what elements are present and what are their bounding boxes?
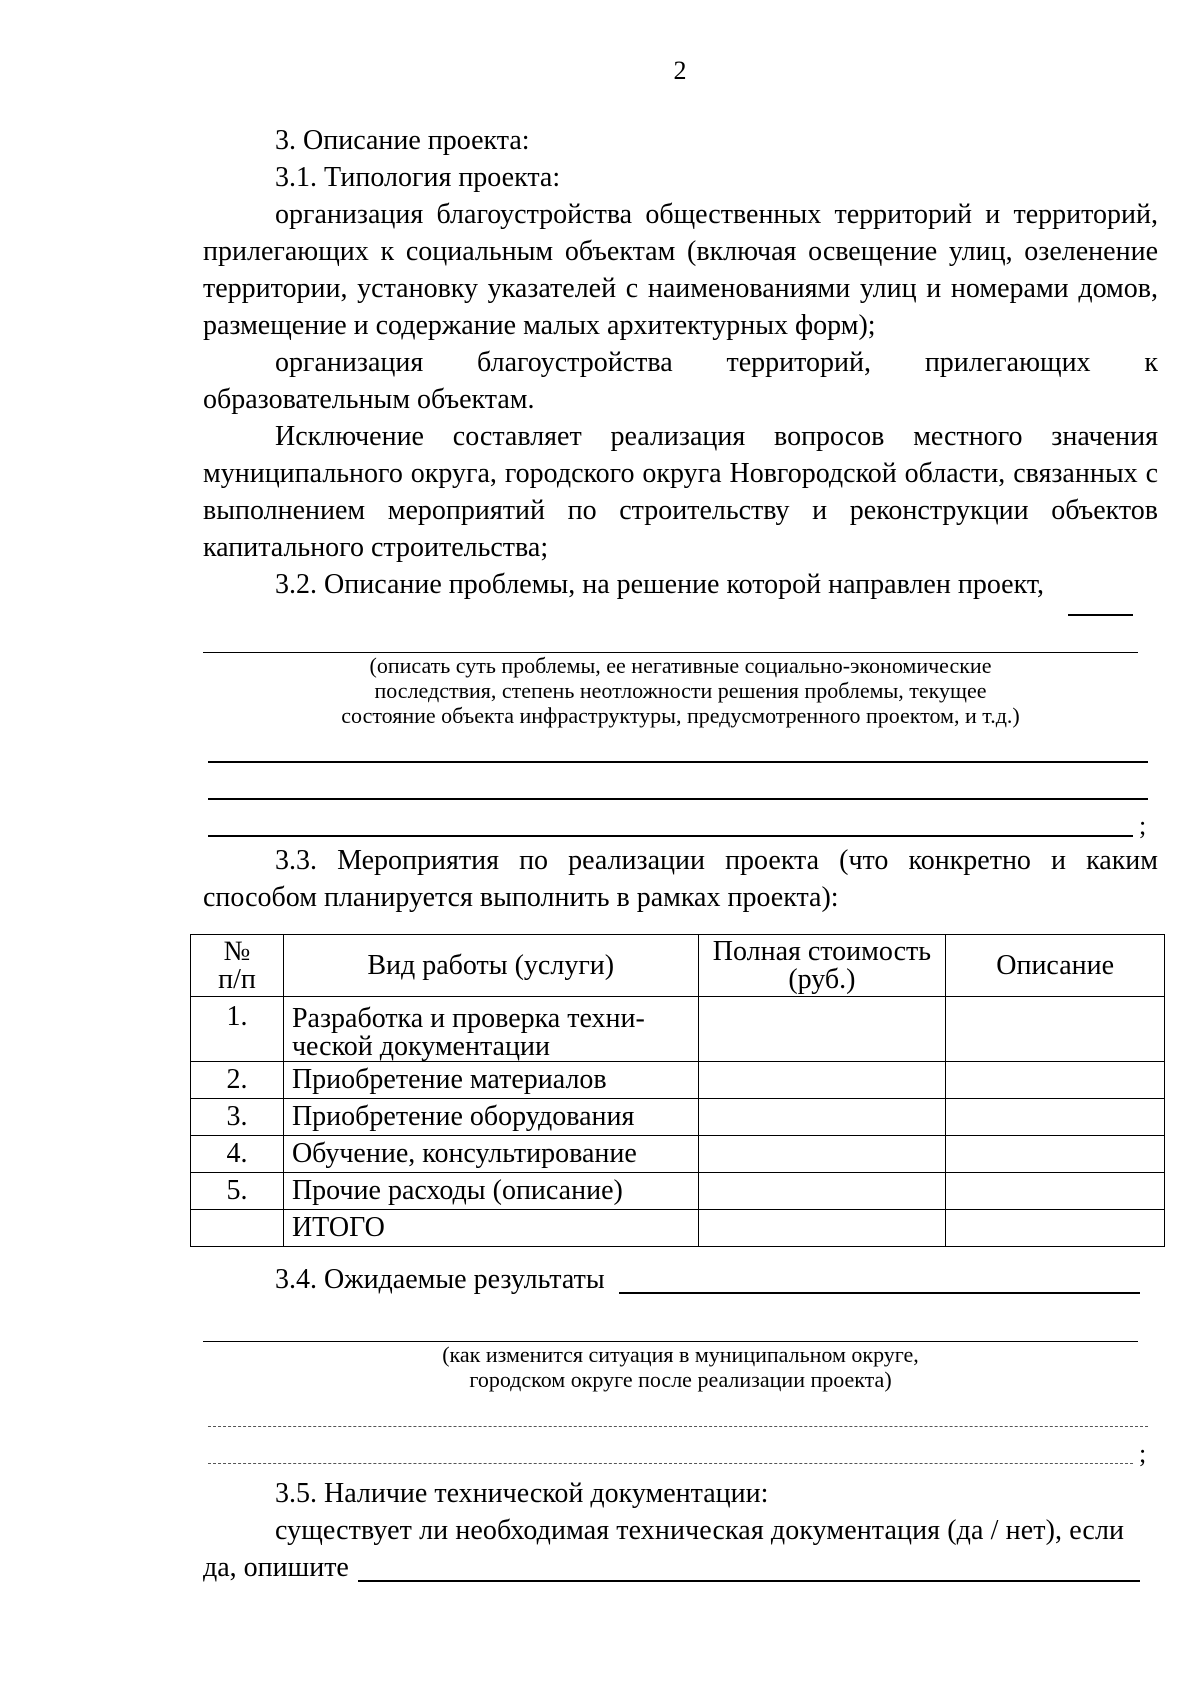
section-3-5-title: 3.5. Наличие технической документации: [275, 1478, 769, 1509]
row-number: 2. [191, 1062, 284, 1099]
row-cost-cell[interactable] [698, 1062, 946, 1099]
header-description: Описание [946, 935, 1165, 997]
row-work [283, 997, 698, 1062]
section-3-title: 3. Описание проекта: [275, 125, 530, 156]
section-3-4-title: 3.4. Ожидаемые результаты [275, 1264, 605, 1295]
table-row [191, 1136, 1165, 1173]
table-row [191, 997, 1165, 1062]
results-hint-line-2: городском округе после реализации проекта) [469, 1367, 892, 1392]
table-row [191, 1173, 1165, 1210]
total-cost-cell[interactable] [698, 1210, 946, 1247]
problem-hint-line-3: состояние объекта инфраструктуры, предусмотренного проектом, и т.д.) [341, 703, 1020, 728]
section-3-5-text-line-1: существует ли необходимая техническая документация (да / нет), если [275, 1515, 1125, 1546]
problem-fill-line-1[interactable] [208, 761, 1148, 763]
row-description-cell[interactable] [946, 1099, 1165, 1136]
typology-paragraph-2: организация благоустройства территорий, прилегающих к образовательным объектам. [203, 347, 1158, 415]
tech-docs-fill-line[interactable] [358, 1580, 1140, 1582]
results-semicolon: ; [1139, 1439, 1147, 1468]
row-cost-cell[interactable] [698, 997, 946, 1062]
table-row [191, 1099, 1165, 1136]
header-cost [698, 935, 946, 997]
header-work: Вид работы (услуги) [283, 935, 698, 997]
problem-fill-line-3[interactable] [208, 835, 1133, 837]
header-number-line-2: п/п [218, 963, 256, 995]
typology-paragraph-1: организация благоустройства общественных территорий и территорий, прилегающих к социальным объектам (включая освещение улиц, озеленение территории, установку указателей с наименованиями улиц и номерами домов, размещение и содержание малых архитектурных форм); [203, 199, 1158, 341]
header-cost-line-1: Полная стоимость [712, 935, 932, 967]
header-number [191, 935, 284, 997]
results-fill-line-1[interactable] [208, 1426, 1148, 1427]
results-hint [203, 1342, 1158, 1392]
row-description-cell[interactable] [946, 997, 1165, 1062]
row-work-line-2: ческой документации [291, 1031, 550, 1062]
header-cost-line-2: (руб.) [788, 963, 856, 995]
section-3-5-block [203, 1475, 1158, 1586]
row-work-total: ИТОГО [283, 1210, 698, 1247]
total-description-cell[interactable] [946, 1210, 1165, 1247]
problem-inline-fill-line[interactable] [1068, 614, 1133, 616]
row-work: Приобретение материалов [283, 1062, 698, 1099]
problem-hint-line-1: (описать суть проблемы, ее негативные социально-экономические [369, 653, 992, 678]
row-number [191, 1210, 284, 1247]
page-number: 2 [673, 56, 687, 85]
row-cost-cell[interactable] [698, 1099, 946, 1136]
problem-fill-line-2[interactable] [208, 798, 1148, 800]
row-work: Приобретение оборудования [283, 1099, 698, 1136]
typology-exception-paragraph: Исключение составляет реализация вопросов местного значения муниципального округа, городского округа Новгородской области, связанных с выполнением мероприятий по строительству и реконструкции объектов капитального строительства; [203, 421, 1158, 563]
row-description-cell[interactable] [946, 1173, 1165, 1210]
row-number: 1. [191, 997, 284, 1062]
results-hint-line-1: (как изменится ситуация в муниципальном округе, [442, 1342, 919, 1367]
row-work-line-1: Разработка и проверка техни- [291, 1003, 645, 1034]
row-number: 4. [191, 1136, 284, 1173]
table-header-row [191, 935, 1165, 997]
row-work: Обучение, консультирование [283, 1136, 698, 1173]
problem-hint-line-2: последствия, степень неотложности решения проблемы, текущее [374, 678, 987, 703]
row-cost-cell[interactable] [698, 1173, 946, 1210]
section-3-5-text-line-2: да, опишите [203, 1552, 349, 1583]
results-inline-fill-line[interactable] [619, 1292, 1140, 1294]
problem-semicolon: ; [1139, 811, 1147, 840]
row-number: 5. [191, 1173, 284, 1210]
header-number-line-1: № [223, 935, 251, 967]
table-total-row [191, 1210, 1165, 1247]
row-description-cell[interactable] [946, 1062, 1165, 1099]
section-3-2-title: 3.2. Описание проблемы, на решение которой направлен проект, [275, 569, 1044, 600]
row-number: 3. [191, 1099, 284, 1136]
results-fill-line-2[interactable] [208, 1463, 1133, 1464]
section-3-3-block [203, 842, 1158, 916]
section-3-3-text: 3.3. Мероприятия по реализации проекта (что конкретно и каким способом планируется выполнить в рамках проекта): [203, 845, 1158, 913]
row-cost-cell[interactable] [698, 1136, 946, 1173]
works-table [190, 934, 1165, 1247]
problem-hint [203, 653, 1158, 728]
table-row [191, 1062, 1165, 1099]
row-description-cell[interactable] [946, 1136, 1165, 1173]
section-3-block [203, 122, 1158, 603]
section-3-1-title: 3.1. Типология проекта: [275, 162, 561, 193]
row-work: Прочие расходы (описание) [283, 1173, 698, 1210]
